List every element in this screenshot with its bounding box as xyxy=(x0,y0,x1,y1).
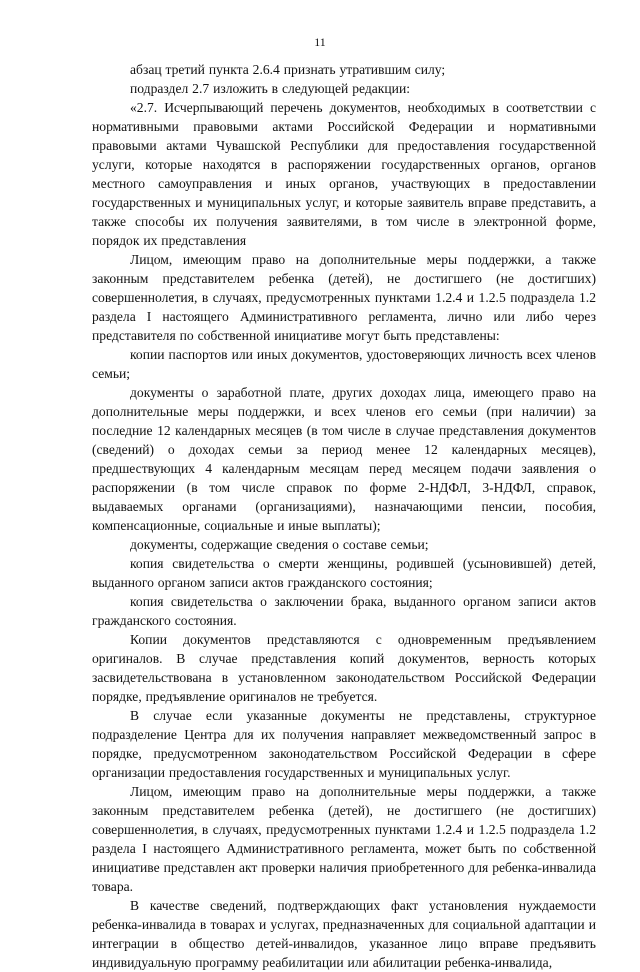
paragraph-repeal-clause: абзац третий пункта 2.6.4 признать утратившим силу; xyxy=(130,62,446,77)
paragraph-new-edition-intro: подраздел 2.7 изложить в следующей редакции: xyxy=(130,81,411,96)
paragraph-applicant-documents: Лицом, имеющим право на дополнительные меры поддержки, а также законным представителем ребенка (детей), не достигшего (не достигших) совершеннолетия, в случаях, предусмотренных пунктами 1.2.4 и 1.2.5 подраздела 1.2 раздела I настоящего Административного регламента, лично или либо через представителя по собственной инициативе могут быть представлены: xyxy=(92,252,596,343)
paragraph-interagency-request: В случае если указанные документы не представлены, структурное подразделение Центра для их получения направляет межведомственный запрос в порядке, предусмотренном законодательством Российской Федерации в сфере организации предоставления государственных и муниципальных услуг. xyxy=(92,708,596,780)
list-item-passport-copies: копии паспортов или иных документов, удостоверяющих личность всех членов семьи; xyxy=(92,347,596,381)
document-body xyxy=(92,60,596,972)
page-number: 11 xyxy=(314,35,326,49)
paragraph-rehabilitation-program: В качестве сведений, подтверждающих факт установления нуждаемости ребенка-инвалида в товарах и услугах, предназначенных для социальной адаптации и интеграции в общество детей-инвалидов, указанное лицо вправе предъявить индивидуальную программу реабилитации или абилитации ребенка-инвалида, xyxy=(92,898,596,970)
list-item-death-certificate: копия свидетельства о смерти женщины, родившей (усыновившей) детей, выданного органом записи актов гражданского состояния; xyxy=(92,556,596,590)
paragraph-section-2-7-heading: «2.7. Исчерпывающий перечень документов, необходимых в соответствии с нормативными правовыми актами Российской Федерации и нормативными правовыми актами Чувашской Республики для предоставления государственной услуги, которые находятся в распоряжении государственных органов, органов местного самоуправления и иных органов, участвующих в предоставлении государственных и муниципальных услуг, и которые заявитель вправе представить, а также способы их получения заявителями, в том числе в электронной форме, порядок их представления xyxy=(92,100,596,248)
list-item-family-composition: документы, содержащие сведения о составе семьи; xyxy=(130,537,429,552)
list-item-income-documents: документы о заработной плате, других доходах лица, имеющего право на дополнительные меры поддержки, и всех членов его семьи (при наличии) за последние 12 календарных месяцев (в том числе в случае представления документов (сведений) о доходах семьи за период менее 12 календарных месяцев), предшествующих 4 календарным месяцам перед месяцем подачи заявления о распоряжении (в том числе справок по форме 2-НДФЛ, 3-НДФЛ, справок, выдаваемых органами (организациями), назначающими пенсии, пособия, компенсационные, социальные и иные выплаты); xyxy=(92,385,596,533)
paragraph-original-presentation: Копии документов представляются с одновременным предъявлением оригиналов. В случае представления копий документов, верность которых засвидетельствована в установленном законодательством Российской Федерации порядке, предъявление оригиналов не требуется. xyxy=(92,632,596,704)
list-item-marriage-certificate: копия свидетельства о заключении брака, выданного органом записи актов гражданского состояния. xyxy=(92,594,596,628)
paragraph-inspection-act: Лицом, имеющим право на дополнительные меры поддержки, а также законным представителем ребенка (детей), не достигшего (не достигших) совершеннолетия, в случаях, предусмотренных пунктами 1.2.4 и 1.2.5 подраздела 1.2 раздела I настоящего Административного регламента, может быть по собственной инициативе представлен акт проверки наличия приобретенного для ребенка-инвалида товара. xyxy=(92,784,596,894)
